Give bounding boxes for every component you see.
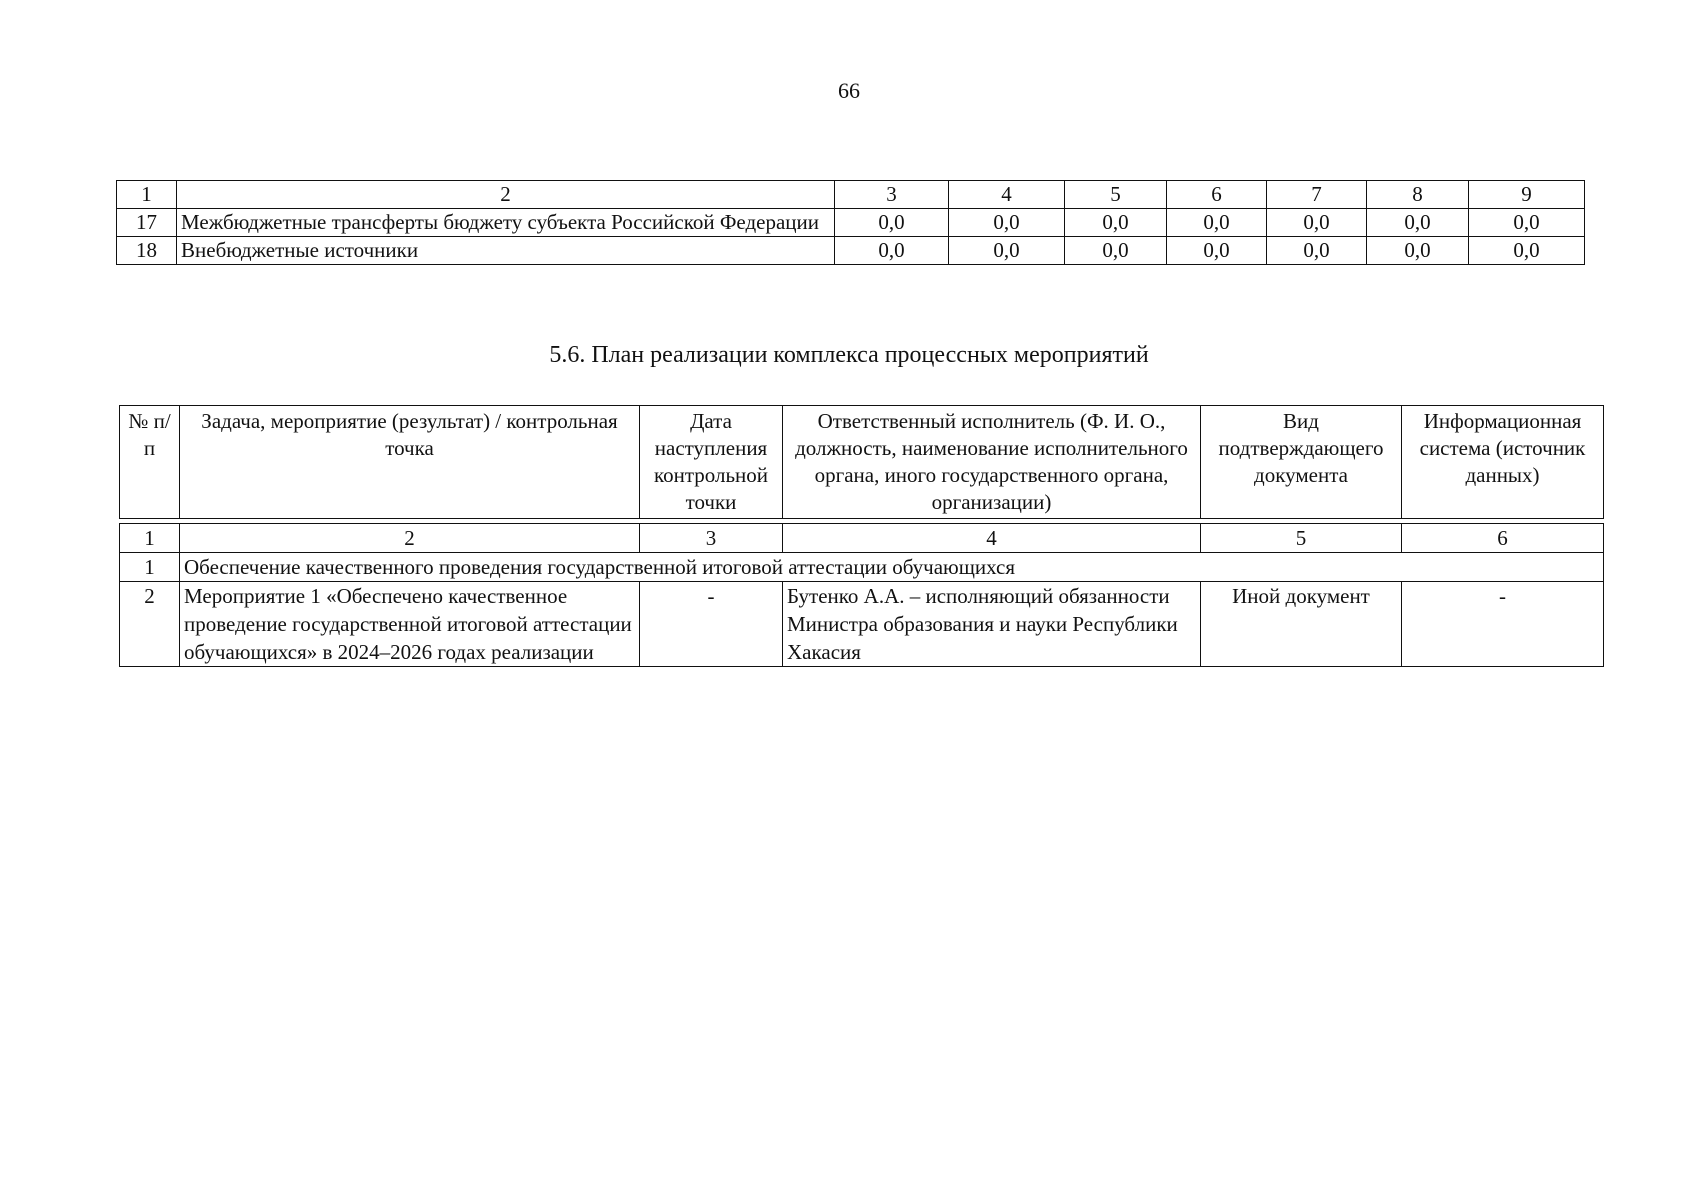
header-document-type: Вид подтверждающего документа <box>1201 406 1402 519</box>
plan-colnum-2: 2 <box>180 524 640 553</box>
row-value: 0,0 <box>949 209 1065 237</box>
row-value: 0,0 <box>1167 209 1267 237</box>
budget-colnum-5: 5 <box>1065 181 1167 209</box>
row-value: 0,0 <box>1065 209 1167 237</box>
row-value: 0,0 <box>1267 237 1367 265</box>
budget-table <box>116 180 1585 265</box>
task-row <box>120 553 1604 582</box>
plan-colnum-1: 1 <box>120 524 180 553</box>
header-date: Дата наступления контрольной точки <box>640 406 783 519</box>
plan-column-numbers-row <box>120 524 1604 553</box>
row-name: Межбюджетные трансферты бюджету субъекта Российской Федерации <box>177 209 835 237</box>
event-info-system: - <box>1402 582 1604 667</box>
row-name: Внебюджетные источники <box>177 237 835 265</box>
event-row <box>120 582 1604 667</box>
page-number: 66 <box>838 78 860 103</box>
event-document-type: Иной документ <box>1201 582 1402 667</box>
row-value: 0,0 <box>1267 209 1367 237</box>
budget-colnum-6: 6 <box>1167 181 1267 209</box>
row-value: 0,0 <box>949 237 1065 265</box>
plan-colnum-4: 4 <box>783 524 1201 553</box>
event-text: Мероприятие 1 «Обеспечено качественное проведение государственной итоговой аттестации обучающихся» в 2024–2026 годах реализации <box>180 582 640 667</box>
row-value: 0,0 <box>1469 237 1585 265</box>
row-value: 0,0 <box>1367 237 1469 265</box>
header-responsible: Ответственный исполнитель (Ф. И. О., должность, наименование исполнительного органа, иного государственного органа, организации) <box>783 406 1201 519</box>
row-value: 0,0 <box>1167 237 1267 265</box>
event-responsible: Бутенко А.А. – исполняющий обязанности Министра образования и науки Республики Хакасия <box>783 582 1201 667</box>
row-value: 0,0 <box>835 237 949 265</box>
task-text: Обеспечение качественного проведения государственной итоговой аттестации обучающихся <box>180 553 1604 582</box>
row-value: 0,0 <box>835 209 949 237</box>
budget-colnum-2: 2 <box>177 181 835 209</box>
plan-header-row <box>120 406 1604 519</box>
budget-colnum-3: 3 <box>835 181 949 209</box>
task-number: 1 <box>120 553 180 582</box>
row-value: 0,0 <box>1367 209 1469 237</box>
header-info-system: Информационная система (источник данных) <box>1402 406 1604 519</box>
header-number: № п/п <box>120 406 180 519</box>
row-value: 0,0 <box>1469 209 1585 237</box>
budget-colnum-1: 1 <box>117 181 177 209</box>
budget-column-numbers-row <box>117 181 1585 209</box>
plan-table <box>119 405 1604 667</box>
row-number: 18 <box>117 237 177 265</box>
budget-colnum-4: 4 <box>949 181 1065 209</box>
event-number: 2 <box>120 582 180 667</box>
plan-colnum-6: 6 <box>1402 524 1604 553</box>
plan-colnum-3: 3 <box>640 524 783 553</box>
budget-colnum-9: 9 <box>1469 181 1585 209</box>
budget-colnum-8: 8 <box>1367 181 1469 209</box>
section-title: 5.6. План реализации комплекса процессных мероприятий <box>549 342 1149 368</box>
table-row <box>117 209 1585 237</box>
header-task: Задача, мероприятие (результат) / контрольная точка <box>180 406 640 519</box>
budget-colnum-7: 7 <box>1267 181 1367 209</box>
event-date: - <box>640 582 783 667</box>
row-value: 0,0 <box>1065 237 1167 265</box>
row-number: 17 <box>117 209 177 237</box>
plan-colnum-5: 5 <box>1201 524 1402 553</box>
table-row <box>117 237 1585 265</box>
